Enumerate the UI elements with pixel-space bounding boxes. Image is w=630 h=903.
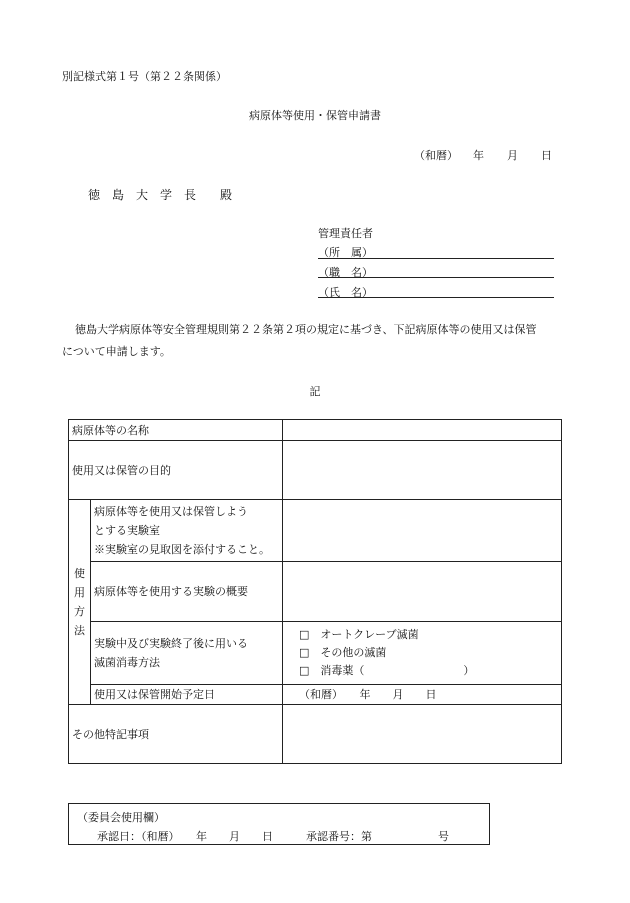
option-autoclave[interactable]: □ オートクレーブ滅菌 [299, 628, 419, 641]
name-underline [318, 297, 554, 298]
committee-label: （委員会使用欄） [77, 811, 165, 824]
manager-position-label: （職 名） [318, 266, 373, 279]
ki-heading: 記 [309, 385, 321, 398]
manager-affiliation-label: （所 属） [318, 246, 373, 259]
form-number: 別記様式第１号（第２２条関係） [62, 70, 227, 83]
overview-label: 病原体等を使用する実験の概要 [91, 562, 283, 622]
application-table [68, 419, 562, 764]
approval-line: 承認日：（和暦） 年 月 日 承認番号：第 号 [97, 830, 449, 843]
method-label [69, 500, 91, 705]
page-title: 病原体等使用・保管申請書 [249, 109, 381, 122]
disinfect-options [283, 622, 562, 685]
pathogen-name-cell[interactable] [283, 420, 562, 441]
disinfect-label [91, 622, 283, 685]
date-day: 日 [541, 149, 552, 162]
purpose-cell[interactable] [283, 441, 562, 500]
overview-cell[interactable] [283, 562, 562, 622]
lab-label [91, 500, 283, 562]
disinfect-line-1: 実験中及び実験終了後に用いる [94, 637, 248, 650]
committee-box [68, 803, 490, 845]
start-date-value[interactable]: （和暦） 年 月 日 [283, 685, 562, 705]
disinfect-line-2: 滅菌消毒方法 [94, 656, 160, 669]
date-era: （和暦） [414, 149, 458, 162]
lab-cell[interactable] [283, 500, 562, 562]
lab-line-3: ※実験室の見取図を添付すること。 [94, 543, 270, 556]
option-other-sterilization[interactable]: □ その他の滅菌 [299, 646, 387, 659]
statement-line-1: 徳島大学病原体等安全管理規則第２２条第２項の規定に基づき、下記病原体等の使用又は保管 [75, 323, 537, 336]
start-date-label: 使用又は保管開始予定日 [91, 685, 283, 705]
date-year: 年 [473, 149, 484, 162]
method-char-1: 使 [74, 567, 85, 580]
method-char-4: 法 [74, 624, 85, 637]
position-underline [318, 277, 554, 278]
statement-line-2: について申請します。 [62, 345, 171, 358]
lab-line-2: とする実験室 [94, 524, 160, 537]
date-month: 月 [507, 149, 518, 162]
other-notes-label: その他特記事項 [69, 705, 283, 764]
purpose-label: 使用又は保管の目的 [69, 441, 283, 500]
other-notes-cell[interactable] [283, 705, 562, 764]
affiliation-underline [318, 258, 554, 259]
method-char-3: 方 [74, 605, 85, 618]
manager-name-label: （氏 名） [318, 286, 373, 299]
pathogen-name-label: 病原体等の名称 [69, 420, 283, 441]
option-disinfectant[interactable]: □ 消毒薬（ ） [299, 664, 475, 677]
addressee: 徳 島 大 学 長 殿 [88, 188, 233, 202]
method-char-2: 用 [74, 586, 85, 599]
manager-label: 管理責任者 [318, 227, 373, 240]
lab-line-1: 病原体等を使用又は保管しよう [94, 505, 248, 518]
